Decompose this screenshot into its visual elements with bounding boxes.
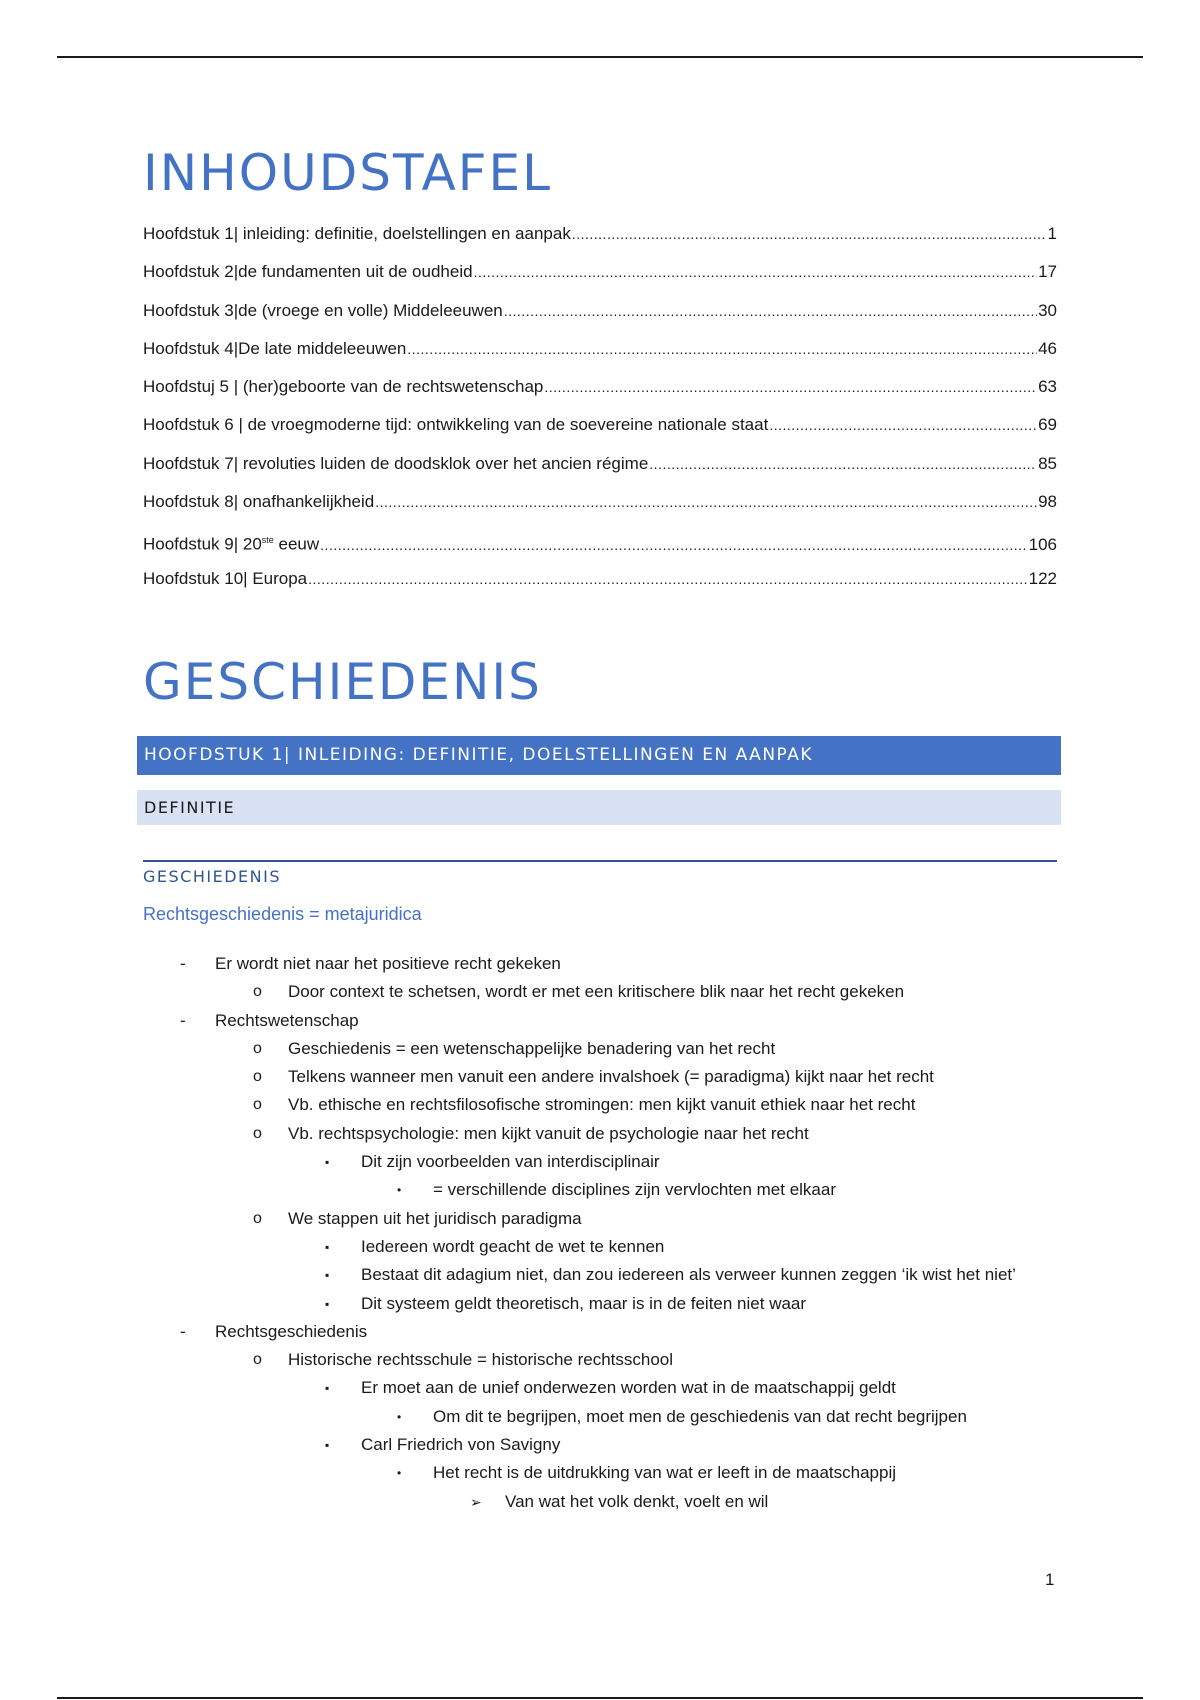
bullet-text: Het recht is de uitdrukking van wat er leeft in de maatschappij — [433, 1463, 897, 1483]
toc-entry-page: 122 — [1028, 568, 1057, 588]
toc-entry[interactable] — [143, 411, 1057, 449]
bullet-item — [143, 1374, 1057, 1402]
bullet-text: = verschillende disciplines zijn vervlochten met elkaar — [433, 1180, 836, 1200]
bullet-item — [143, 1488, 1057, 1516]
bullet-text: Er moet aan de unief onderwezen worden wat in de maatschappij geldt — [361, 1378, 896, 1398]
bullet-item — [143, 1007, 1057, 1035]
bullet-text: Geschiedenis = een wetenschappelijke benadering van het recht — [288, 1038, 776, 1058]
toc-entry-label-pre: Hoofdstuk 9| 20 — [143, 535, 262, 555]
bullet-item — [143, 978, 1057, 1006]
bullet-item — [143, 1035, 1057, 1063]
bullet-marker-square: ▪ — [325, 1239, 330, 1254]
bullet-marker-circle: o — [253, 1096, 262, 1114]
toc-entry[interactable] — [143, 565, 1057, 603]
bullet-text: Dit systeem geldt theoretisch, maar is in de feiten niet waar — [361, 1293, 807, 1313]
toc-leader-dots — [320, 531, 1027, 559]
page-number: 1 — [1045, 1570, 1055, 1589]
bullet-marker-dash: - — [180, 954, 186, 973]
bullet-marker-square: ▪ — [325, 1381, 330, 1396]
toc-entry-label: Hoofdstuk 8| onafhankelijkheid — [143, 492, 375, 512]
toc-entry[interactable] — [143, 488, 1057, 526]
toc-entry-page: 17 — [1038, 262, 1057, 282]
bullet-marker-square: ▪ — [325, 1296, 330, 1311]
section-heading: DEFINITIE — [137, 790, 1061, 825]
bullet-text: Van wat het volk denkt, voelt en wil — [505, 1491, 769, 1511]
toc-entry-label: Hoofdstuk 2|de fundamenten uit de oudheid — [143, 262, 473, 282]
bullet-text: Rechtswetenschap — [215, 1010, 359, 1030]
toc-entry[interactable] — [143, 335, 1057, 373]
bullet-text: Telkens wanneer men vanuit een andere invalshoek (= paradigma) kijkt naar het recht — [288, 1067, 934, 1087]
bullet-item — [143, 950, 1057, 978]
bullet-marker-dot: • — [397, 1183, 402, 1198]
toc-leader-dots — [375, 488, 1037, 516]
toc-entry-label: Hoofdstuk 6 | de vroegmoderne tijd: ontwikkeling van de soevereine nationale staat — [143, 415, 769, 435]
chapter-heading: HOOFDSTUK 1| INLEIDING: DEFINITIE, DOELSTELLINGEN EN AANPAK — [137, 736, 1061, 775]
bullet-marker-circle: o — [253, 1068, 262, 1086]
toc-entry-label: Hoofdstuk 1| inleiding: definitie, doelstellingen en aanpak — [143, 224, 571, 243]
bullet-marker-dash: - — [180, 1010, 186, 1030]
bullet-text: Iedereen wordt geacht de wet te kennen — [361, 1236, 665, 1256]
subsection-heading: GESCHIEDENIS — [143, 867, 281, 886]
toc-entry[interactable] — [143, 220, 1057, 258]
toc-entry-label: Hoofdstuk 4|De late middeleeuwen — [143, 338, 407, 358]
bullet-item — [143, 1290, 1057, 1318]
toc-leader-dots — [649, 450, 1037, 478]
bullet-item — [143, 1261, 1057, 1289]
bullet-text: Dit zijn voorbeelden van interdisciplinair — [361, 1152, 660, 1172]
bullet-text: Bestaat dit adagium niet, dan zou iedereen als verweer kunnen zeggen ‘ik wist het niet’ — [361, 1265, 1016, 1285]
bullet-item — [143, 1318, 1057, 1346]
bullet-item — [143, 1120, 1057, 1148]
toc-leader-dots — [572, 220, 1047, 248]
bullet-item — [143, 1091, 1057, 1119]
main-title: GESCHIEDENIS — [143, 653, 542, 711]
bullet-item — [143, 1148, 1057, 1176]
toc-entry-page: 106 — [1028, 535, 1057, 555]
subtitle-line: Rechtsgeschiedenis = metajuridica — [143, 904, 422, 924]
bullet-marker-square: ▪ — [325, 1268, 330, 1283]
table-of-contents — [143, 220, 1057, 603]
toc-leader-dots — [407, 335, 1037, 363]
bullet-text: We stappen uit het juridisch paradigma — [288, 1208, 582, 1228]
toc-entry[interactable] — [143, 373, 1057, 411]
toc-entry[interactable] — [143, 258, 1057, 296]
bullet-text: Om dit te begrijpen, moet men de geschiedenis van dat recht begrijpen — [433, 1406, 967, 1426]
toc-leader-dots — [504, 297, 1037, 325]
footer-rule — [57, 1697, 1143, 1699]
bullet-text: Rechtsgeschiedenis — [215, 1321, 368, 1341]
bullet-item — [143, 1176, 1057, 1204]
toc-entry-page: 85 — [1038, 453, 1057, 473]
bullet-list — [143, 950, 1057, 1516]
bullet-item — [143, 1205, 1057, 1233]
toc-entry-page: 1 — [1047, 224, 1057, 243]
bullet-text: Historische rechtsschule = historische rechtsschool — [288, 1350, 674, 1370]
bullet-marker-circle: o — [253, 1351, 262, 1369]
toc-leader-dots — [474, 258, 1038, 286]
bullet-marker-circle: o — [253, 983, 262, 1001]
toc-entry-label-sup: ste — [261, 535, 274, 546]
toc-entry-label-post: eeuw — [273, 535, 320, 555]
toc-entry-page: 63 — [1038, 377, 1057, 397]
bullet-marker-square: ▪ — [325, 1155, 330, 1170]
toc-entry-label: Hoofdstuj 5 | (her)geboorte van de rechtswetenschap — [143, 377, 544, 397]
bullet-marker-arrow: ➢ — [470, 1493, 482, 1510]
bullet-marker-dot: • — [397, 1409, 402, 1424]
bullet-marker-dash: - — [180, 1321, 186, 1341]
toc-entry-page: 69 — [1038, 415, 1057, 435]
toc-entry-label: Hoofdstuk 3|de (vroege en volle) Middeleeuwen — [143, 300, 503, 320]
toc-entry-label — [143, 526, 319, 559]
toc-entry[interactable] — [143, 297, 1057, 335]
toc-entry-page: 46 — [1038, 338, 1057, 358]
bullet-marker-circle: o — [253, 1039, 262, 1057]
subsection-rule — [143, 860, 1057, 862]
toc-leader-dots — [769, 411, 1037, 439]
bullet-item — [143, 1459, 1057, 1487]
bullet-item — [143, 1063, 1057, 1091]
toc-entry-page: 98 — [1038, 492, 1057, 512]
toc-entry-label: Hoofdstuk 7| revoluties luiden de doodsklok over het ancien régime — [143, 453, 649, 473]
toc-entry-label: Hoofdstuk 10| Europa — [143, 568, 308, 588]
toc-entry[interactable] — [143, 526, 1057, 564]
bullet-text: Vb. ethische en rechtsfilosofische stromingen: men kijkt vanuit ethiek naar het recht — [288, 1095, 916, 1115]
bullet-text: Er wordt niet naar het positieve recht gekeken — [215, 954, 561, 973]
header-rule — [57, 56, 1143, 58]
bullet-text: Carl Friedrich von Savigny — [361, 1435, 561, 1455]
bullet-marker-square: ▪ — [325, 1438, 330, 1453]
bullet-item — [143, 1431, 1057, 1459]
bullet-text: Vb. rechtspsychologie: men kijkt vanuit de psychologie naar het recht — [288, 1123, 809, 1143]
bullet-text: Door context te schetsen, wordt er met een kritischere blik naar het recht gekeken — [288, 982, 905, 1002]
bullet-marker-circle: o — [253, 1124, 262, 1142]
bullet-marker-dot: • — [397, 1466, 402, 1481]
toc-entry-page: 30 — [1038, 300, 1057, 320]
bullet-marker-circle: o — [253, 1209, 262, 1227]
bullet-item — [143, 1403, 1057, 1431]
bullet-item — [143, 1233, 1057, 1261]
toc-leader-dots — [544, 373, 1037, 401]
toc-title: INHOUDSTAFEL — [143, 144, 553, 202]
toc-entry[interactable] — [143, 450, 1057, 488]
toc-leader-dots — [308, 565, 1027, 593]
bullet-item — [143, 1346, 1057, 1374]
